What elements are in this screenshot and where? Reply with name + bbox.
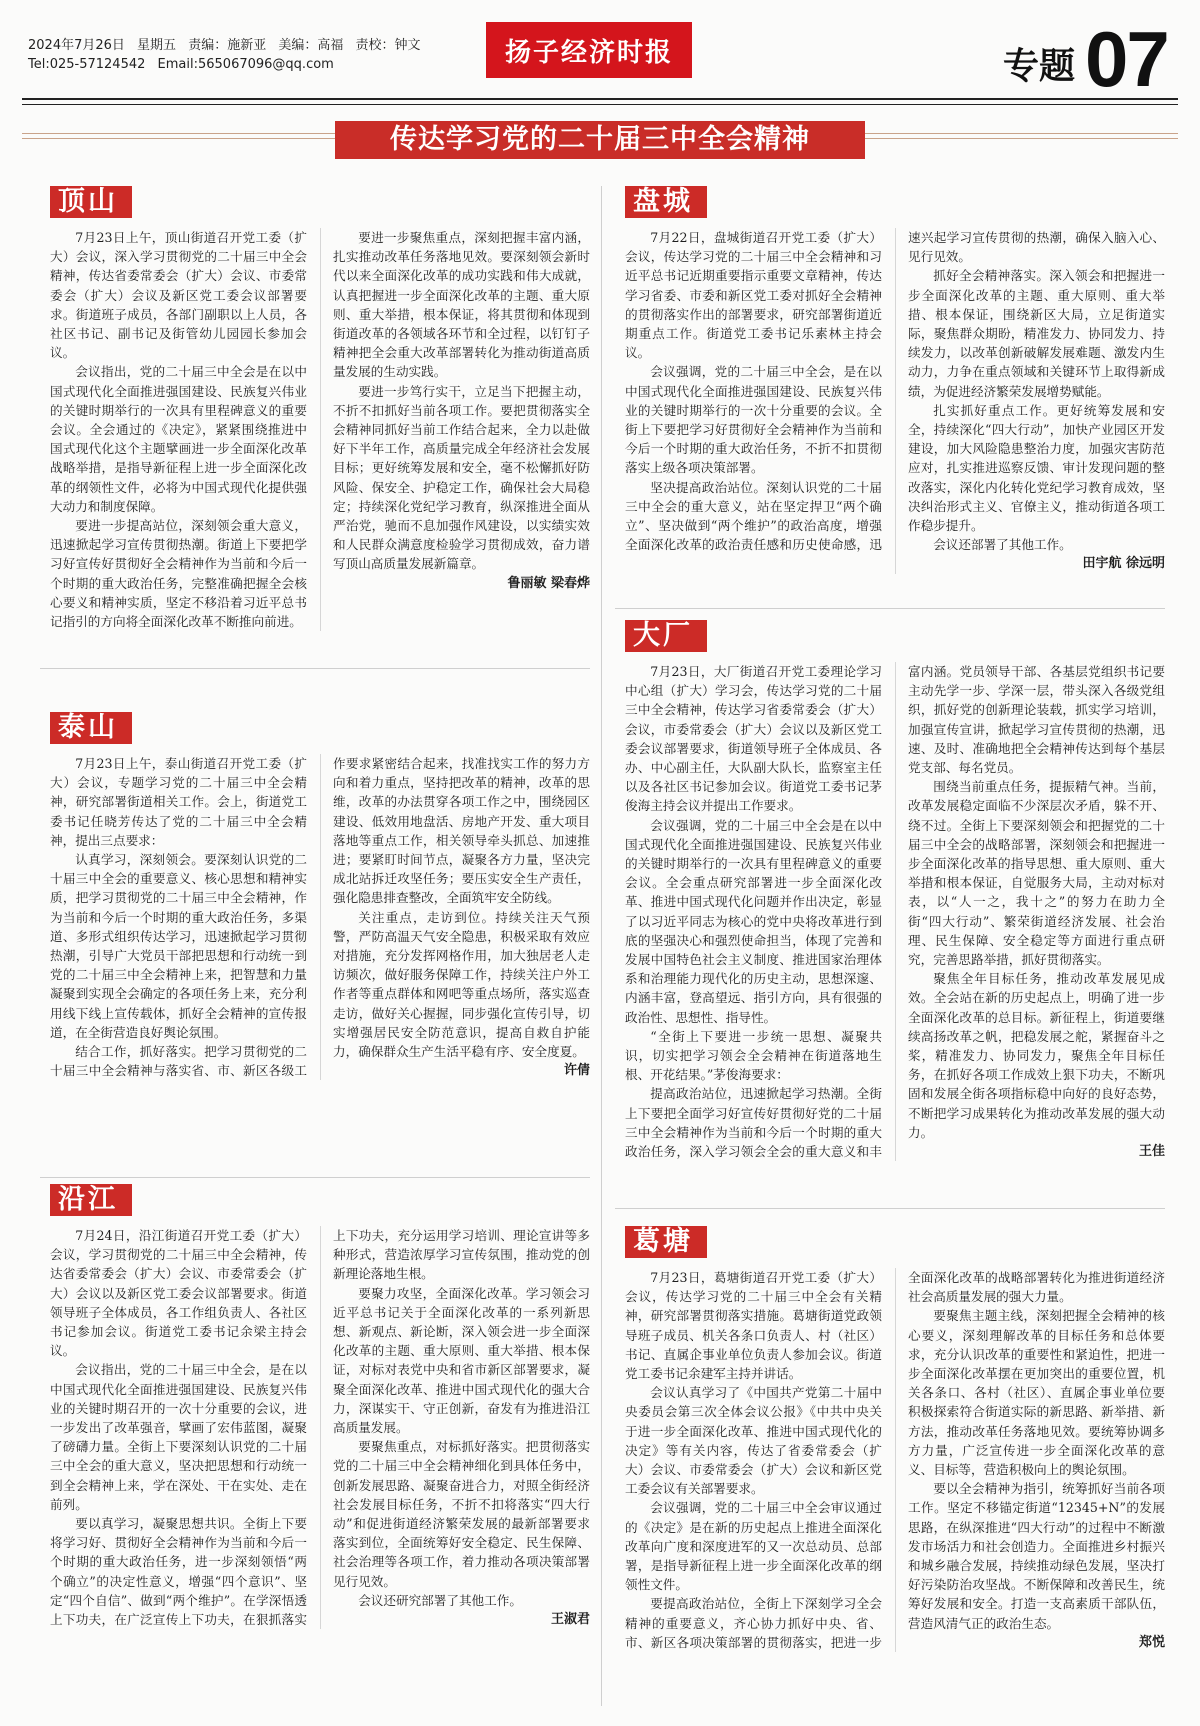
page-banner: 传达学习党的二十届三中全会精神 xyxy=(335,121,865,159)
art-editor: 美编：高福 xyxy=(278,38,344,53)
paragraph: 会议强调，党的二十届三中全会是在以中国式现代化全面推进强国建设、民族复兴伟业的关键时期举行的一次具有里程碑意义的重要会议。全会重点研究部署进一步全面深化改革、推进中国式现代化问题并作出决定，彰显了以习近平同志为核心的党中央将改革进行到底的坚强决心和强烈使命担当，体现了完善和发展中国特色社会主义制度、推进国家治理体系和治理能力现代化的历史主动，思想深邃、内涵丰富，登高望远、指引方向，具有很强的政治性、思想性、指导性。 xyxy=(625,817,882,1025)
byline: 郑悦 xyxy=(1138,1634,1165,1650)
proofreader: 责校：钟文 xyxy=(355,38,421,53)
section-getang xyxy=(625,1226,1165,1712)
paragraph: 抓好全会精神落实。深入领会和把握进一步全面深化改革的主题、重大原则、重大举措、根本保证，围绕新区大局，立足街道实际，聚焦群众期盼，精准发力、协同发力、持续发力，以改革创新破解发展难题、激发内生动力，力争在重点领域和关键环节上取得新成绩，为促进经济繁荣发展增势赋能。 xyxy=(908,268,1165,399)
paragraph: 会议还研究部署了其他工作。 xyxy=(358,1592,522,1608)
paragraph: 结合工作，抓好落实。把学习贯彻党的二十届三中全会精神与落实省、市、新区各级工作要求紧密结合起来，找准找实工作的努力方向和着力重点，坚持把改革的精神，改革的思维，改革的办法贯穿各项工作之中，围绕园区建设、低效用地盘活、房地产开发、重大项目落地等重点工作，相关领导牵头抓总、加速推进；要紧盯时间节点，凝聚各方力量，坚决完成北站拆迁攻坚任务；要压实安全生产责任，强化隐患排查整改，全面筑牢安全防线。 xyxy=(50,756,590,1079)
header-rule xyxy=(22,98,1178,105)
section-title: 顶山 xyxy=(50,186,132,218)
paragraph: 认真学习，深刻领会。要深刻认识党的二十届三中全会的重要意义、核心思想和精神实质，把学习贯彻党的二十届三中全会精神，作为当前和今后一个时期的重大政治任务，多渠道、多形式组织传达学习，迅速掀起学习贯彻热潮，引导广大党员干部把思想和行动统一到党的二十届三中全会精神上来，把智慧和力量凝聚到实现全会确定的各项任务上来，充分利用线下线上宣传载体，抓好全会精神的宣传报道，在全街营造良好舆论氛围。 xyxy=(50,852,307,1040)
section-dachang xyxy=(625,620,1165,1200)
section-body xyxy=(625,1268,1165,1652)
paragraph: 要聚力攻坚，全面深化改革。学习领会习近平总书记关于全面深化改革的一系列新思想、新观点、新论断，深入领会进一步全面深化改革的主题、重大原则、重大举措、根本保证，对标对表党中央和省市新区部署要求，凝聚全面深化改革、推进中国式现代化的强大合力，深谋实干、守正创新，奋发有为推进沿江高质量发展。 xyxy=(333,1285,590,1436)
paragraph: “全街上下要进一步统一思想、凝聚共识，切实把学习领会全会精神在街道落地生根、开花结果。”茅俊海要求： xyxy=(625,1028,882,1083)
paragraph: 要进一步笃行实干，立足当下把握主动，不折不扣抓好当前各项工作。要把贯彻落实全会精神同抓好当前工作结合起来，全力以赴做好下半年工作，高质量完成全年经济社会发展目标；更好统筹发展和安全，毫不松懈抓好防风险、保安全、护稳定工作，确保社会大局稳定；持续深化党纪学习教育，纵深推进全面从严治党，驰而不息加强作风建设，以实绩实效和人民群众满意度检验学习贯彻成效，奋力谱写顶山高质量发展新篇章。 xyxy=(333,383,590,572)
page-section-label: 专题 xyxy=(1003,46,1076,87)
masthead xyxy=(0,0,1200,103)
section-divider xyxy=(615,608,1165,609)
paragraph: 要聚焦主题主线，深刻把握全会精神的核心要义，深刻理解改革的目标任务和总体要求，充分认识改革的重要性和紧迫性，把进一步全面深化改革摆在更加突出的重要位置，机关各条口、各村（社区）、直属企事业单位要积极探索符合街道实际的新思路、新举措、新方法，推动改革任务落地见效。要统筹协调多方力量，广泛宣传进一步全面深化改革的意义、目标等，营造积极向上的舆论氛围。 xyxy=(908,1308,1165,1478)
section-divider xyxy=(40,668,590,669)
paragraph: 7月23日上午，泰山街道召开党工委（扩大）会议，专题学习党的二十届三中全会精神，研究部署街道相关工作。会上，街道党工委书记任晓芳传达了党的二十届三中全会精神，提出三点要求： xyxy=(50,756,307,848)
section-divider xyxy=(615,1208,1165,1209)
byline: 鲁丽敏 梁春烨 xyxy=(507,575,590,591)
section-title: 沿江 xyxy=(50,1184,132,1216)
paragraph: 会议指出，党的二十届三中全会，是在以中国式现代化全面推进强国建设、民族复兴伟业的关键时期召开的一次十分重要的会议，进一步发出了改革强音，擘画了宏伟蓝图，凝聚了磅礴力量。全街上下要深刻认识党的二十届三中全会的重大意义，坚决把思想和行动统一到全会精神上来，学在深处、干在实处、走在前列。 xyxy=(50,1362,307,1512)
paragraph: 会议强调，党的二十届三中全会，是在以中国式现代化全面推进强国建设、民族复兴伟业的关键时期举行的一次十分重要的会议。全街上下要把学习好贯彻好全会精神作为当前和今后一个时期的重大政治任务，不折不扣贯彻落实上级各项决策部署。 xyxy=(625,364,882,476)
byline: 田宇航 徐远明 xyxy=(1082,556,1165,572)
weekday: 星期五 xyxy=(137,38,177,53)
page-number: 07 xyxy=(1085,15,1168,103)
paragraph: 要以真学习，凝聚思想共识。全街上下要将学习好、贯彻好全会精神作为当前和今后一个时期的重大政治任务，进一步深刻领悟“两个确立”的决定性意义，增强“四个意识”、坚定“四个自信”、做到“两个维护”。在学深悟透上下功夫，在广泛宣传上下功夫，在狠抓落实上下功夫，充分运用学习培训、理论宣讲等多种形式，营造浓厚学习宣传氛围，推动党的创新理论落地生根。 xyxy=(50,1228,590,1628)
section-taishan xyxy=(50,712,590,1170)
header-meta xyxy=(28,36,429,74)
byline: 王佳 xyxy=(1138,1144,1165,1160)
section-title: 泰山 xyxy=(50,712,132,744)
paragraph: 7月24日，沿江街道召开党工委（扩大）会议，学习贯彻党的二十届三中全会精神，传达省委常委会（扩大）会议、市委常委会（扩大）会议以及新区党工委会议部署要求。街道领导班子全体成员，各工作组负责人、各社区书记参加会议。街道党工委书记余梁主持会议。 xyxy=(50,1228,307,1359)
paragraph: 7月22日，盘城街道召开党工委（扩大）会议，传达学习党的二十届三中全会精神和习近平总书记近期重要指示重要文章精神，传达学习省委、市委和新区党工委对抓好全会精神的贯彻落实作出的部署要求，研究部署街道近期重点工作。街道党工委书记乐素林主持会议。 xyxy=(625,230,882,361)
paragraph: 要进一步聚焦重点，深刻把握丰富内涵，扎实推动改革任务落地见效。要深刻领会新时代以来全面深化改革的成功实践和伟大成就，认真把握进一步全面深化改革的主题、重大原则、重大举措，根本保证，将其贯彻和体现到街道改革的各领域各环节和全过程，以钉钉子精神把全会重大改革部署转化为推动街道高质量发展的生动实践。 xyxy=(333,230,590,380)
paragraph: 围绕当前重点任务，提振精气神。当前，改革发展稳定面临不少深层次矛盾，躲不开、绕不过。全街上下要深刻领会和把握党的二十届三中全会的战略部署，深刻领会和把握进一步全面深化改革的指导思想、重大原则、重大举措和根本保证，自觉服务大局，主动对标对表，以“人一之，我十之”的努力在助力全街“四大行动”、繁荣街道经济发展、社会治理、民生保障、安全稳定等方面进行重点研究，完善思路举措，抓好贯彻落实。 xyxy=(908,779,1165,968)
section-body xyxy=(625,662,1165,1161)
section-body xyxy=(50,1226,590,1629)
section-divider xyxy=(40,1177,590,1178)
paragraph: 会议指出，党的二十届三中全会是在以中国式现代化全面推进强国建设、民族复兴伟业的关键时期举行的一次具有里程碑意义的重要会议。全会通过的《决定》，紧紧围绕推进中国式现代化这个主题擘画进一步全面深化改革战略举措，是指导新征程上进一步全面深化改革的纲领性文件，必将为中国式现代化提供强大动力和制度保障。 xyxy=(50,364,307,514)
paragraph: 会议强调，党的二十届三中全会审议通过的《决定》是在新的历史起点上推进全面深化改革向广度和深度进军的又一次总动员、总部署，是指导新征程上进一步全面深化改革的纲领性文件。 xyxy=(625,1500,882,1593)
section-title: 大厂 xyxy=(625,620,707,652)
section-title: 盘城 xyxy=(625,186,707,218)
newspaper-logo: 扬子经济时报 xyxy=(486,22,692,78)
paragraph: 要以全会精神为指引，统筹抓好当前各项工作。坚定不移锚定街道“12345+N”的发展思路，在纵深推进“四大行动”的过程中不断激发市场活力和社会创造力。全面推进乡村振兴和城乡融合发展，持续推动绿色发展，坚决打好污染防治攻坚战。不断保障和改善民生，统筹好发展和安全。打造一支高素质干部队伍，营造风清气正的政治生态。 xyxy=(908,1481,1165,1631)
paragraph: 要聚焦重点，对标抓好落实。把贯彻落实党的二十届三中全会精神细化到具体任务中，创新发展思路、凝聚奋进合力，对照全街经济社会发展目标任务，不折不扣将落实“四大行动”和促进街道经济繁荣发展的最新部署要求落实到位，全面统筹好安全稳定、民生保障、社会治理等各项工作，着力推动各项决策部署见行见效。 xyxy=(333,1439,590,1589)
section-body xyxy=(625,228,1165,574)
section-body xyxy=(50,228,590,631)
paragraph: 要提高政治站位，全街上下深刻学习全会精神的重要意义，齐心协力抓好中央、省、市、新区各项决策部署的贯彻落实，把进一步全面深化改革的战略部署转化为推进街道经济社会高质量发展的强大力量。 xyxy=(625,1270,1165,1650)
paragraph: 会议认真学习了《中国共产党第二十届中央委员会第三次全体会议公报》《中共中央关于进一步全面深化改革、推进中国式现代化的决定》等有关内容，传达了省委常委会（扩大）会议、市委常委会（扩大）会议和新区党工委会议有关部署要求。 xyxy=(625,1385,882,1497)
paragraph: 聚焦全年目标任务，推动改革发展见成效。全会站在新的历史起点上，明确了进一步全面深化改革的总目标。新征程上，街道要继续高扬改革之帆，把稳发展之舵，紧握奋斗之桨，精准发力、协同发力，聚焦全年目标任务，在抓好各项工作成效上狠下功夫，不断巩固和发展全街各项指标稳中向好的良好态势，不断把学习成果转化为推动改革发展的强大动力。 xyxy=(908,971,1165,1140)
editor: 责编：施新亚 xyxy=(188,38,267,53)
paragraph: 坚决提高政治站位。深刻认识党的二十届三中全会的重大意义，站在坚定捍卫“两个确立”、坚决做到“两个维护”的政治高度，增强全面深化改革的政治责任感和历史使命感，迅速兴起学习宣传贯彻的热潮，确保入脑入心、见行见效。 xyxy=(625,230,1165,553)
section-yanjiang xyxy=(50,1184,590,1712)
section-body xyxy=(50,754,590,1080)
paragraph: 7月23日，大厂街道召开党工委理论学习中心组（扩大）学习会，传达学习党的二十届三中全会精神，传达学习省委常委会（扩大）会议，市委常委会（扩大）会议以及新区党工委会议部署要求，街道领导班子全体成员、各办、中心副主任，大队副大队长，监察室主任以及各社区书记参加会议。街道党工委书记茅俊海主持会议并提出工作要求。 xyxy=(625,664,882,814)
byline: 许倩 xyxy=(563,1063,590,1079)
section-dingshan xyxy=(50,186,590,662)
paragraph: 要进一步提高站位，深刻领会重大意义，迅速掀起学习宣传贯彻热潮。街道上下要把学习好宣传好贯彻好全会精神作为当前和今后一个时期的重大政治任务，完整准确把握全会核心要义和精神实质，坚定不移沿着习近平总书记指引的方向将全面深化改革不断推向前进。 xyxy=(50,518,307,630)
paragraph: 会议还部署了其他工作。 xyxy=(933,537,1072,553)
section-title: 葛塘 xyxy=(625,1226,707,1258)
byline: 王淑君 xyxy=(550,1612,590,1628)
issue-date: 2024年7月26日 xyxy=(28,38,125,53)
paragraph: 7月23日，葛塘街道召开党工委（扩大）会议，传达学习党的二十届三中全会有关精神，研究部署贯彻落实措施。葛塘街道党政领导班子成员、机关各条口负责人、村（社区）书记、直属企事业单位负责人参加会议。街道党工委书记余建军主持并讲话。 xyxy=(625,1270,882,1382)
column-divider xyxy=(601,186,602,1706)
paragraph: 扎实抓好重点工作。更好统筹发展和安全，持续深化“四大行动”，加快产业园区开发建设，加大风险隐患整治力度，加强灾害防范应对，扎实推进巡察反馈、审计发现问题的整改落实，深化内化转化党纪学习教育成效，坚决纠治形式主义、官僚主义，推动街道各项工作稳步提升。 xyxy=(908,402,1165,534)
paragraph: 7月23日上午，顶山街道召开党工委（扩大）会议，深入学习贯彻党的二十届三中全会精神，传达省委常委会（扩大）会议、市委常委会（扩大）会议及新区党工委会议部署要求。街道班子成员，各部门副职以上人员，各社区书记、副书记及街管幼儿园园长参加会议。 xyxy=(50,230,307,361)
paragraph: 关注重点，走访到位。持续关注天气预警，严防高温天气安全隐患，积极采取有效应对措施，充分发挥网格作用，加大独居老人走访频次，做好服务保障工作，持续关注户外工作者等重点群体和网吧等重点场所，落实巡查走访，做好关心握握，同步强化宣传引导，切实增强居民安全防范意识，提高自救自护能力，确保群众生产生活平稳有序、安全度夏。 xyxy=(333,909,590,1060)
section-pancheng xyxy=(625,186,1165,604)
paragraph: 提高政治站位，迅速掀起学习热潮。全街上下要把全面学习好宣传好贯彻好党的二十届三中全会精神作为当前和今后一个时期的重大政治任务，深入学习领会全会的重大意义和丰富内涵。党员领导干部、各基层党组织书记要主动先学一步、学深一层，带头深入各级党组织，抓好党的创新理论装载，抓实学习培训，加强宣传宣讲，掀起学习宣传贯彻的热潮，迅速、及时、准确地把全会精神传达到每个基层党支部、每名党员。 xyxy=(625,664,1165,1160)
telephone: Tel:025-57124542 xyxy=(28,57,146,72)
email: Email:565067096@qq.com xyxy=(157,57,334,72)
